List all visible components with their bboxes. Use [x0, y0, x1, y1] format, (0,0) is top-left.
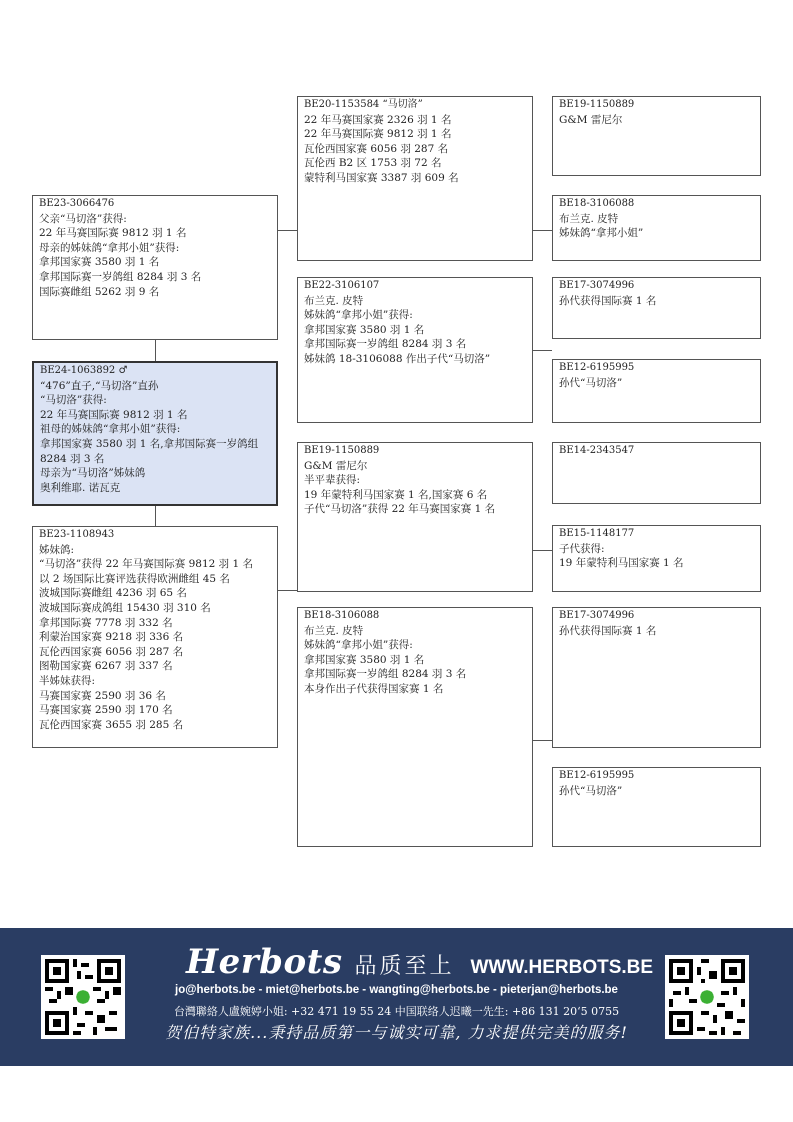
text-line: 姊妹鸽“拿邦小姐”获得:	[304, 309, 413, 322]
pedigree-gen3-8	[552, 767, 761, 847]
text-line: “476”直子,“马切洛”直孙	[40, 379, 159, 392]
connector	[278, 590, 297, 591]
pedigree-dam-dam	[297, 607, 533, 847]
text-line: 22 年马赛国际赛 9812 羽 1 名	[39, 227, 187, 240]
pedigree-gen3-3	[552, 277, 761, 339]
pedigree-gen3-1	[552, 96, 761, 176]
ring-number: BE19-1150889	[304, 445, 380, 456]
connector	[533, 350, 552, 351]
ring-number: BE24-1063892 ♂	[40, 365, 128, 376]
text-line: 子代“马切洛”获得 22 年马赛国家赛 1 名	[304, 503, 496, 516]
text-line: 母亲为“马切洛”姊妹鸽	[40, 467, 146, 480]
pedigree-sire-dam	[297, 277, 533, 423]
pedigree-subject	[32, 361, 278, 506]
text-line: 孙代“马切洛”	[559, 376, 623, 389]
text-line: 拿邦国际赛 7778 羽 332 名	[39, 616, 173, 629]
pedigree-gen3-2	[552, 195, 761, 261]
slogan: 品质至上	[354, 954, 455, 979]
pedigree-gen3-7	[552, 607, 761, 748]
pedigree-gen3-4	[552, 359, 761, 423]
herbots-logo: Herbots	[186, 942, 343, 982]
ring-number: BE19-1150889	[559, 99, 635, 110]
text-line: 蒙特利马国家赛 3387 羽 609 名	[304, 171, 459, 184]
text-line: 拿邦国家赛 3580 羽 1 名,拿邦国际赛一岁鸽组 8284 羽 3 名	[40, 437, 262, 465]
text-line: 布兰克. 皮特	[304, 624, 364, 637]
text-line: 姊妹鸽“拿邦小姐”获得:	[304, 639, 413, 652]
text-line: 以 2 场国际比赛评选获得欧洲雌组 45 名	[39, 572, 230, 585]
pedigree-gen3-6	[552, 525, 761, 592]
text-line: 孙代“马切洛”	[559, 784, 623, 797]
ring-number: BE23-1108943	[39, 529, 115, 540]
text-line: G&M 雷尼尔	[304, 459, 368, 472]
text-line: 拿邦国家赛 3580 羽 1 名	[39, 256, 160, 269]
text-line: 子代获得:	[559, 542, 605, 555]
ring-number: BE22-3106107	[304, 280, 380, 291]
footer-banner	[0, 928, 793, 1066]
text-line: 孙代获得国际赛 1 名	[559, 294, 657, 307]
pedigree-dam	[32, 526, 278, 748]
connector	[533, 550, 552, 551]
text-line: 拿邦国家赛 3580 羽 1 名	[304, 653, 425, 666]
text-line: 马赛国家赛 2590 羽 170 名	[39, 704, 173, 717]
connector	[533, 740, 552, 741]
text-line: 22 年马赛国际赛 9812 羽 1 名	[40, 408, 188, 421]
text-line: 本身作出子代获得国家赛 1 名	[304, 682, 444, 695]
text-line: 图勒国家赛 6267 羽 337 名	[39, 660, 173, 673]
contact-emails[interactable]: jo@herbots.be - miet@herbots.be - wangting@herbots.be - pieterjan@herbots.be	[175, 984, 618, 996]
qr-code-right-icon[interactable]	[665, 955, 749, 1039]
text-line: G&M 雷尼尔	[559, 113, 623, 126]
text-line: 国际赛雌组 5262 羽 9 名	[39, 285, 160, 298]
ring-number: BE12-6195995	[559, 362, 635, 373]
text-line: 19 年蒙特利马国家赛 1 名,国家赛 6 名	[304, 488, 488, 501]
pedigree-sire	[32, 195, 278, 340]
text-line: 母亲的姊妹鸽“拿邦小姐”获得:	[39, 241, 180, 254]
text-line: 姊妹鸽 18-3106088 作出子代“马切洛”	[304, 352, 491, 365]
text-line: 瓦伦西国家赛 3655 羽 285 名	[39, 718, 184, 731]
text-line: 姊妹鸽“拿邦小姐”	[559, 227, 644, 240]
motto: 贺伯特家族...秉持品质第一与诚实可靠, 力求提供完美的服务!	[165, 1023, 628, 1042]
text-line: 祖母的姊妹鸽“拿邦小姐”获得:	[40, 423, 181, 436]
ring-number: BE14-2343547	[559, 445, 635, 456]
ring-number: BE18-3106088	[559, 198, 635, 209]
text-line: “马切洛”获得 22 年马赛国际赛 9812 羽 1 名	[39, 558, 254, 571]
pedigree-dam-sire	[297, 442, 533, 592]
ring-number: BE17-3074996	[559, 280, 635, 291]
text-line: 22 年马赛国际赛 9812 羽 1 名	[304, 128, 452, 141]
text-line: 父亲“马切洛”获得:	[39, 212, 127, 225]
text-line: 瓦伦西国家赛 6056 羽 287 名	[39, 645, 184, 658]
text-line: 半姊妹获得:	[39, 674, 96, 687]
connector	[533, 230, 552, 231]
text-line: 瓦伦西 B2 区 1753 羽 72 名	[304, 157, 442, 170]
ring-number: BE20-1153584 “马切洛”	[304, 99, 423, 110]
connector	[278, 230, 297, 231]
ring-number: BE12-6195995	[559, 770, 635, 781]
text-line: 孙代获得国际赛 1 名	[559, 624, 657, 637]
text-line: 拿邦国家赛 3580 羽 1 名	[304, 323, 425, 336]
pedigree-gen3-5	[552, 442, 761, 504]
text-line: 布兰克. 皮特	[559, 212, 619, 225]
pedigree-sire-sire	[297, 96, 533, 261]
text-line: “马切洛”获得:	[40, 394, 107, 407]
ring-number: BE17-3074996	[559, 610, 635, 621]
connector	[155, 506, 156, 526]
text-line: 19 年蒙特利马国家赛 1 名	[559, 557, 684, 570]
ring-number: BE15-1148177	[559, 528, 635, 539]
text-line: 瓦伦西国家赛 6056 羽 287 名	[304, 142, 449, 155]
text-line: 奥利维耶. 诺瓦克	[40, 481, 121, 494]
text-line: 拿邦国际赛一岁鸽组 8284 羽 3 名	[304, 338, 467, 351]
contact-phones: 台灣聯絡人盧婉婷小姐: +32 471 19 55 24 中国联络人迟曦一先生: +86 131 20‘5 0755	[173, 1005, 620, 1018]
website-link[interactable]: WWW.HERBOTS.BE	[470, 957, 654, 978]
brand-row	[186, 942, 653, 986]
text-line: 半平辈获得:	[304, 474, 361, 487]
text-line: 姊妹鸽:	[39, 543, 75, 556]
ring-number: BE23-3066476	[39, 198, 115, 209]
connector	[155, 340, 156, 362]
text-line: 波城国际赛成鸽组 15430 羽 310 名	[39, 601, 211, 614]
ring-number: BE18-3106088	[304, 610, 380, 621]
text-line: 拿邦国际赛一岁鸽组 8284 羽 3 名	[304, 668, 467, 681]
text-line: 波城国际赛雌组 4236 羽 65 名	[39, 587, 187, 600]
text-line: 马赛国家赛 2590 羽 36 名	[39, 689, 166, 702]
text-line: 拿邦国际赛一岁鸽组 8284 羽 3 名	[39, 270, 202, 283]
text-line: 利蒙治国家赛 9218 羽 336 名	[39, 631, 184, 644]
text-line: 布兰克. 皮特	[304, 294, 364, 307]
text-line: 22 年马赛国家赛 2326 羽 1 名	[304, 113, 452, 126]
